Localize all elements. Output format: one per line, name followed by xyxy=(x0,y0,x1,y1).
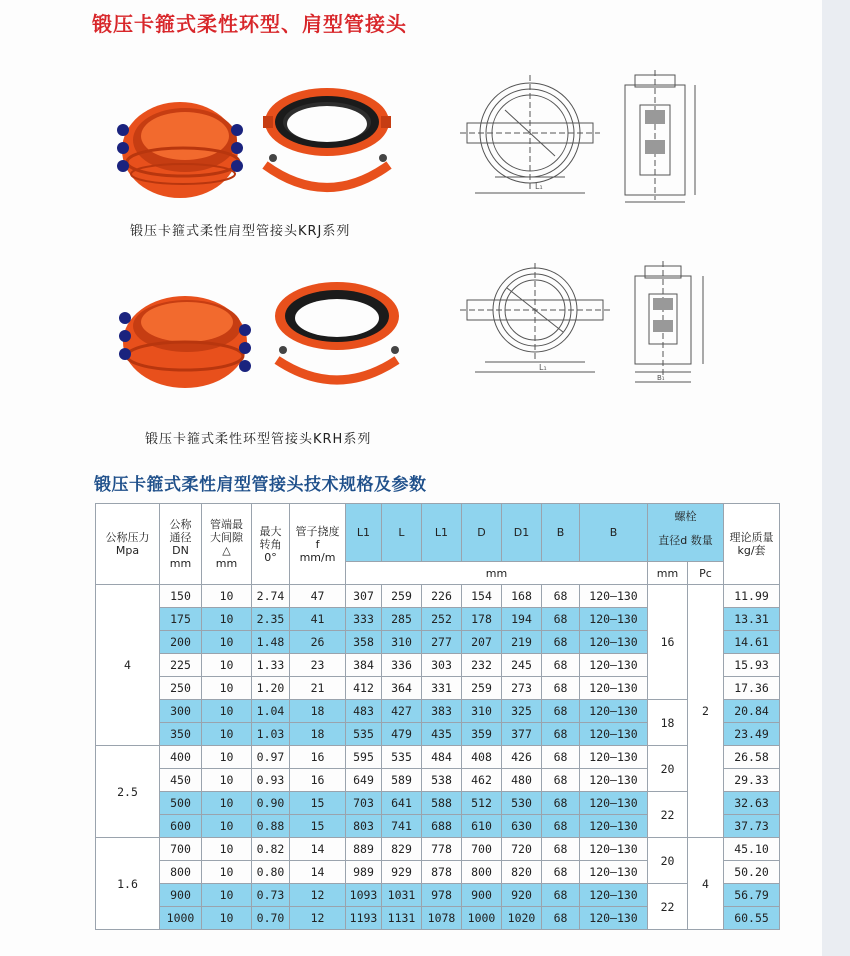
cell-weight: 20.84 xyxy=(724,700,780,723)
cell-f: 18 xyxy=(290,700,346,723)
cell-gap: 10 xyxy=(202,792,252,815)
cell-l1: 384 xyxy=(346,654,382,677)
cell-bb: 120—130 xyxy=(580,654,648,677)
cell-weight: 45.10 xyxy=(724,838,780,861)
cell-b: 68 xyxy=(542,654,580,677)
cell-bb: 120—130 xyxy=(580,700,648,723)
cell-b: 68 xyxy=(542,792,580,815)
cell-l1: 649 xyxy=(346,769,382,792)
cell-d1: 530 xyxy=(502,792,542,815)
header-b: B xyxy=(542,504,580,562)
cell-angle: 1.04 xyxy=(252,700,290,723)
cell-angle: 1.20 xyxy=(252,677,290,700)
cell-weight: 56.79 xyxy=(724,884,780,907)
krj-technical-drawing xyxy=(455,65,715,210)
cell-l1b: 1078 xyxy=(422,907,462,930)
cell-l: 929 xyxy=(382,861,422,884)
bolt-diameter-cell: 22 xyxy=(648,884,688,930)
cell-l: 741 xyxy=(382,815,422,838)
cell-gap: 10 xyxy=(202,838,252,861)
bolt-diameter-cell: 16 xyxy=(648,585,688,700)
cell-angle: 2.35 xyxy=(252,608,290,631)
cell-weight: 11.99 xyxy=(724,585,780,608)
cell-l: 427 xyxy=(382,700,422,723)
krh-caption: 锻压卡箍式柔性环型管接头KRH系列 xyxy=(145,432,372,447)
cell-angle: 1.03 xyxy=(252,723,290,746)
cell-b: 68 xyxy=(542,746,580,769)
cell-f: 15 xyxy=(290,792,346,815)
pressure-cell: 1.6 xyxy=(96,838,160,930)
cell-bb: 120—130 xyxy=(580,677,648,700)
cell-angle: 1.33 xyxy=(252,654,290,677)
krj-coupling-left-half xyxy=(117,102,243,198)
header-deflection: 管子挠度 f mm/m xyxy=(290,504,346,585)
cell-b: 68 xyxy=(542,861,580,884)
cell-dn: 500 xyxy=(160,792,202,815)
header-bb: B xyxy=(580,504,648,562)
cell-f: 14 xyxy=(290,861,346,884)
cell-l: 336 xyxy=(382,654,422,677)
cell-b: 68 xyxy=(542,769,580,792)
spec-table xyxy=(95,503,780,930)
cell-d1: 377 xyxy=(502,723,542,746)
cell-b: 68 xyxy=(542,677,580,700)
cell-dn: 225 xyxy=(160,654,202,677)
cell-dn: 200 xyxy=(160,631,202,654)
cell-bb: 120—130 xyxy=(580,907,648,930)
cell-b: 68 xyxy=(542,631,580,654)
page-edge-strip xyxy=(822,0,850,956)
header-d1: D1 xyxy=(502,504,542,562)
header-mm-unit: mm xyxy=(346,562,648,585)
table-row xyxy=(96,792,780,815)
cell-l1: 889 xyxy=(346,838,382,861)
header-angle: 最大 转角 0° xyxy=(252,504,290,585)
cell-f: 16 xyxy=(290,769,346,792)
cell-l: 310 xyxy=(382,631,422,654)
cell-d: 207 xyxy=(462,631,502,654)
cell-l: 1031 xyxy=(382,884,422,907)
cell-l: 285 xyxy=(382,608,422,631)
cell-dn: 700 xyxy=(160,838,202,861)
cell-l1b: 538 xyxy=(422,769,462,792)
cell-d1: 325 xyxy=(502,700,542,723)
cell-gap: 10 xyxy=(202,884,252,907)
cell-bb: 120—130 xyxy=(580,585,648,608)
cell-d: 610 xyxy=(462,815,502,838)
cell-d1: 630 xyxy=(502,815,542,838)
bolt-quantity-cell: 4 xyxy=(688,838,724,930)
cell-gap: 10 xyxy=(202,861,252,884)
cell-bb: 120—130 xyxy=(580,631,648,654)
cell-d: 178 xyxy=(462,608,502,631)
cell-d: 512 xyxy=(462,792,502,815)
cell-d1: 245 xyxy=(502,654,542,677)
cell-angle: 2.74 xyxy=(252,585,290,608)
cell-l1b: 303 xyxy=(422,654,462,677)
cell-weight: 50.20 xyxy=(724,861,780,884)
cell-f: 14 xyxy=(290,838,346,861)
cell-b: 68 xyxy=(542,585,580,608)
cell-l1: 989 xyxy=(346,861,382,884)
cell-l1b: 484 xyxy=(422,746,462,769)
cell-bb: 120—130 xyxy=(580,815,648,838)
table-row xyxy=(96,884,780,907)
cell-f: 21 xyxy=(290,677,346,700)
cell-l1: 595 xyxy=(346,746,382,769)
cell-l1b: 688 xyxy=(422,815,462,838)
cell-gap: 10 xyxy=(202,769,252,792)
cell-bb: 120—130 xyxy=(580,792,648,815)
table-row xyxy=(96,700,780,723)
cell-d: 310 xyxy=(462,700,502,723)
cell-f: 12 xyxy=(290,884,346,907)
cell-weight: 13.31 xyxy=(724,608,780,631)
bolt-diameter-cell: 20 xyxy=(648,746,688,792)
cell-l: 479 xyxy=(382,723,422,746)
cell-bb: 120—130 xyxy=(580,608,648,631)
krh-label-b1: B₁ xyxy=(657,374,665,382)
header-l: L xyxy=(382,504,422,562)
krj-caption: 锻压卡箍式柔性肩型管接头KRJ系列 xyxy=(130,224,351,239)
cell-b: 68 xyxy=(542,723,580,746)
cell-l1b: 277 xyxy=(422,631,462,654)
cell-d: 700 xyxy=(462,838,502,861)
table-row xyxy=(96,746,780,769)
cell-weight: 29.33 xyxy=(724,769,780,792)
cell-dn: 350 xyxy=(160,723,202,746)
header-l1b: L1 xyxy=(422,504,462,562)
cell-gap: 10 xyxy=(202,608,252,631)
cell-f: 41 xyxy=(290,608,346,631)
cell-weight: 26.58 xyxy=(724,746,780,769)
cell-bb: 120—130 xyxy=(580,746,648,769)
header-bolt-qty: 数量 xyxy=(690,534,713,547)
cell-gap: 10 xyxy=(202,815,252,838)
header-d: D xyxy=(462,504,502,562)
pressure-cell: 2.5 xyxy=(96,746,160,838)
cell-b: 68 xyxy=(542,608,580,631)
cell-b: 68 xyxy=(542,700,580,723)
bolt-diameter-cell: 20 xyxy=(648,838,688,884)
cell-f: 12 xyxy=(290,907,346,930)
cell-weight: 32.63 xyxy=(724,792,780,815)
cell-d: 900 xyxy=(462,884,502,907)
header-bolt-group xyxy=(648,504,724,562)
spec-table-title: 锻压卡箍式柔性肩型管接头技术规格及参数 xyxy=(94,475,427,495)
cell-angle: 0.93 xyxy=(252,769,290,792)
cell-l1: 703 xyxy=(346,792,382,815)
cell-f: 15 xyxy=(290,815,346,838)
cell-d: 232 xyxy=(462,654,502,677)
cell-l: 641 xyxy=(382,792,422,815)
krh-technical-drawing xyxy=(455,258,725,398)
cell-l1: 1093 xyxy=(346,884,382,907)
cell-l1b: 978 xyxy=(422,884,462,907)
table-row xyxy=(96,585,780,608)
cell-l: 1131 xyxy=(382,907,422,930)
cell-l1b: 588 xyxy=(422,792,462,815)
cell-angle: 1.48 xyxy=(252,631,290,654)
cell-bb: 120—130 xyxy=(580,723,648,746)
cell-bb: 120—130 xyxy=(580,838,648,861)
cell-l1: 483 xyxy=(346,700,382,723)
cell-l1b: 383 xyxy=(422,700,462,723)
cell-dn: 1000 xyxy=(160,907,202,930)
cell-d1: 168 xyxy=(502,585,542,608)
cell-d: 359 xyxy=(462,723,502,746)
cell-f: 47 xyxy=(290,585,346,608)
cell-l: 589 xyxy=(382,769,422,792)
cell-b: 68 xyxy=(542,907,580,930)
cell-angle: 0.88 xyxy=(252,815,290,838)
cell-d1: 273 xyxy=(502,677,542,700)
krj-coupling-open-half xyxy=(263,88,391,188)
header-bolt-mm: mm xyxy=(648,562,688,585)
cell-l1b: 778 xyxy=(422,838,462,861)
cell-dn: 175 xyxy=(160,608,202,631)
cell-d: 462 xyxy=(462,769,502,792)
cell-l: 829 xyxy=(382,838,422,861)
cell-l1b: 226 xyxy=(422,585,462,608)
cell-l1: 307 xyxy=(346,585,382,608)
cell-bb: 120—130 xyxy=(580,861,648,884)
cell-d: 154 xyxy=(462,585,502,608)
cell-dn: 900 xyxy=(160,884,202,907)
cell-gap: 10 xyxy=(202,907,252,930)
header-pressure: 公称压力 Mpa xyxy=(96,504,160,585)
cell-bb: 120—130 xyxy=(580,884,648,907)
cell-d1: 1020 xyxy=(502,907,542,930)
cell-d1: 920 xyxy=(502,884,542,907)
krh-label-l1: L₁ xyxy=(539,363,547,372)
header-gap: 管端最 大间隙 △ mm xyxy=(202,504,252,585)
krj-product-photo xyxy=(105,70,405,220)
cell-b: 68 xyxy=(542,815,580,838)
krj-label-l1: L₁ xyxy=(535,182,543,191)
cell-l1b: 435 xyxy=(422,723,462,746)
cell-gap: 10 xyxy=(202,700,252,723)
cell-f: 16 xyxy=(290,746,346,769)
table-row xyxy=(96,838,780,861)
cell-f: 18 xyxy=(290,723,346,746)
cell-d: 259 xyxy=(462,677,502,700)
cell-l1: 333 xyxy=(346,608,382,631)
cell-weight: 60.55 xyxy=(724,907,780,930)
cell-gap: 10 xyxy=(202,631,252,654)
cell-f: 23 xyxy=(290,654,346,677)
header-weight: 理论质量 kg/套 xyxy=(724,504,780,585)
cell-angle: 0.82 xyxy=(252,838,290,861)
cell-l: 259 xyxy=(382,585,422,608)
cell-dn: 600 xyxy=(160,815,202,838)
cell-bb: 120—130 xyxy=(580,769,648,792)
cell-d1: 219 xyxy=(502,631,542,654)
cell-angle: 0.90 xyxy=(252,792,290,815)
cell-f: 26 xyxy=(290,631,346,654)
cell-d: 408 xyxy=(462,746,502,769)
krh-product-photo xyxy=(105,270,415,400)
bolt-diameter-cell: 22 xyxy=(648,792,688,838)
cell-angle: 0.73 xyxy=(252,884,290,907)
cell-b: 68 xyxy=(542,884,580,907)
cell-l1: 535 xyxy=(346,723,382,746)
cell-d1: 820 xyxy=(502,861,542,884)
cell-d: 1000 xyxy=(462,907,502,930)
cell-l: 535 xyxy=(382,746,422,769)
cell-d1: 426 xyxy=(502,746,542,769)
cell-dn: 250 xyxy=(160,677,202,700)
cell-dn: 400 xyxy=(160,746,202,769)
cell-dn: 300 xyxy=(160,700,202,723)
bolt-diameter-cell: 18 xyxy=(648,700,688,746)
cell-gap: 10 xyxy=(202,723,252,746)
cell-d: 800 xyxy=(462,861,502,884)
cell-l1b: 878 xyxy=(422,861,462,884)
cell-gap: 10 xyxy=(202,746,252,769)
krh-coupling-left-half xyxy=(119,296,251,388)
cell-angle: 0.97 xyxy=(252,746,290,769)
cell-weight: 15.93 xyxy=(724,654,780,677)
cell-dn: 150 xyxy=(160,585,202,608)
header-bolt-pc: Pc xyxy=(688,562,724,585)
header-bolt-dia: 直径d xyxy=(658,534,688,547)
cell-angle: 0.80 xyxy=(252,861,290,884)
cell-weight: 14.61 xyxy=(724,631,780,654)
pressure-cell: 4 xyxy=(96,585,160,746)
cell-weight: 23.49 xyxy=(724,723,780,746)
bolt-quantity-cell: 2 xyxy=(688,585,724,838)
header-l1: L1 xyxy=(346,504,382,562)
header-bolt: 螺栓 xyxy=(674,510,697,523)
cell-dn: 800 xyxy=(160,861,202,884)
cell-d1: 194 xyxy=(502,608,542,631)
header-dn: 公称 通径 DN mm xyxy=(160,504,202,585)
cell-l1: 412 xyxy=(346,677,382,700)
cell-dn: 450 xyxy=(160,769,202,792)
cell-l1b: 331 xyxy=(422,677,462,700)
cell-b: 68 xyxy=(542,838,580,861)
cell-gap: 10 xyxy=(202,677,252,700)
krh-coupling-open-half xyxy=(275,282,399,380)
cell-weight: 17.36 xyxy=(724,677,780,700)
cell-l1: 1193 xyxy=(346,907,382,930)
cell-l: 364 xyxy=(382,677,422,700)
cell-l1: 358 xyxy=(346,631,382,654)
cell-l1b: 252 xyxy=(422,608,462,631)
cell-d1: 480 xyxy=(502,769,542,792)
cell-weight: 37.73 xyxy=(724,815,780,838)
cell-d1: 720 xyxy=(502,838,542,861)
cell-gap: 10 xyxy=(202,585,252,608)
cell-l1: 803 xyxy=(346,815,382,838)
page-title: 锻压卡箍式柔性环型、肩型管接头 xyxy=(92,12,407,36)
cell-gap: 10 xyxy=(202,654,252,677)
cell-angle: 0.70 xyxy=(252,907,290,930)
